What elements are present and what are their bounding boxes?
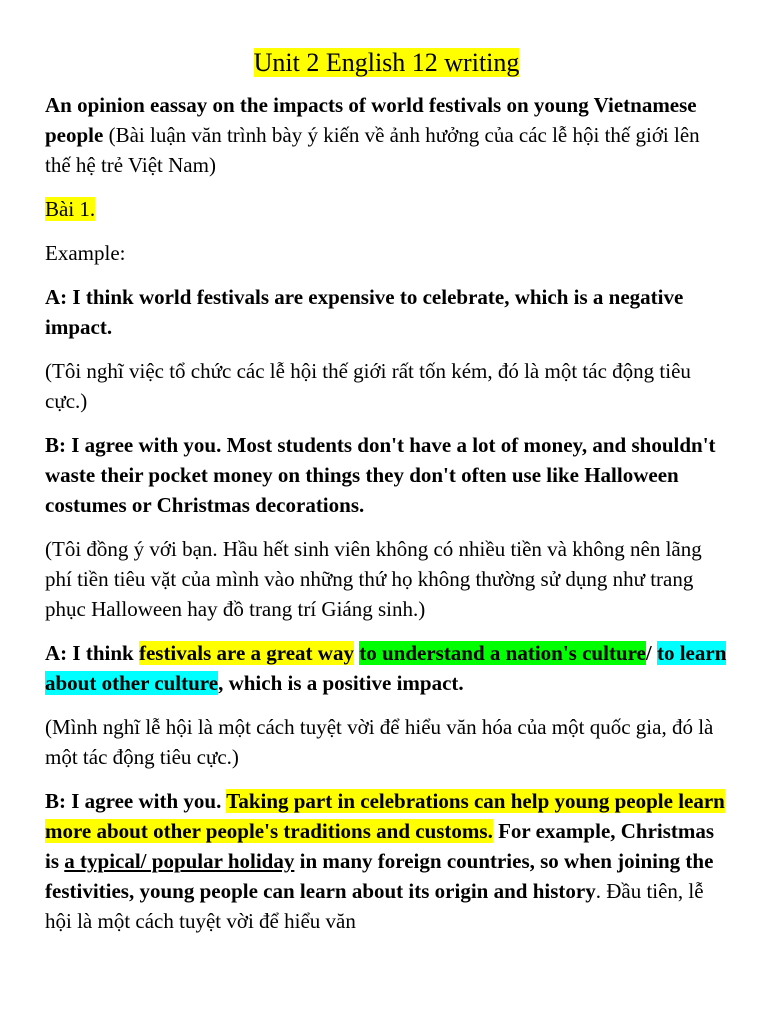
dialogue-b2 — [45, 786, 728, 936]
dialogue-a1-translation: (Tôi nghĩ việc tổ chức các lễ hội thế giới rất tốn kém, đó là một tác động tiêu cực.) — [45, 359, 691, 413]
dialogue-a2-slash: / — [645, 641, 657, 665]
dialogue-a2 — [45, 638, 728, 698]
intro-translation: (Bài luận văn trình bày ý kiến về ảnh hưởng của các lễ hội thế giới lên thế hệ trẻ Việt Nam) — [45, 123, 700, 177]
underlined-typical-holiday: a typical/ popular holiday — [64, 849, 295, 873]
dialogue-b2-translation-start: . Đầu tiên, lễ hội là một cách tuyệt vời để hiểu văn — [45, 879, 704, 933]
title-text: Unit 2 English 12 writing — [253, 48, 520, 77]
highlight-taking-part: Taking part in celebrations can help young people learn more about other people's traditions and customs. — [45, 789, 725, 843]
dialogue-a2-translation: (Mình nghĩ lễ hội là một cách tuyệt vời để hiểu văn hóa của một quốc gia, đó là một tác động tiêu cực.) — [45, 715, 714, 769]
page-title — [45, 46, 728, 80]
highlight-understand-culture: to understand a nation's culture — [359, 641, 646, 665]
dialogue-b1-translation: (Tôi đồng ý với bạn. Hầu hết sinh viên không có nhiều tiền và không nên lãng phí tiền tiêu vặt của mình vào những thứ họ không thường sử dụng như trang phục Halloween hay đồ trang trí Giáng sinh.) — [45, 537, 702, 621]
dialogue-b2-part3: in many foreign countries, so when joining the festivities, young people can learn about its origin and history — [45, 849, 714, 903]
intro-paragraph — [45, 90, 728, 180]
example-label: Example: — [45, 241, 126, 265]
highlight-learn-culture: to learn about other culture — [45, 641, 727, 695]
intro-bold: An opinion eassay on the impacts of world festivals on young Vietnamese people — [45, 93, 697, 147]
dialogue-a2-part-end: , which is a positive impact. — [218, 671, 464, 695]
dialogue-b2-part2: For example, Christmas is — [45, 819, 715, 873]
dialogue-b2-part1: B: I agree with you. — [45, 789, 227, 813]
highlight-great-way: festivals are a great way — [138, 641, 354, 665]
dialogue-a2-part1: A: I think — [45, 641, 139, 665]
exercise-label-text: Bài 1. — [45, 197, 96, 221]
dialogue-a1: A: I think world festivals are expensive to celebrate, which is a negative impact. — [45, 285, 684, 339]
dialogue-b1: B: I agree with you. Most students don't have a lot of money, and shouldn't waste their pocket money on things they don't often use like Halloween costumes or Christmas decorations. — [45, 433, 716, 517]
exercise-label — [45, 194, 728, 224]
